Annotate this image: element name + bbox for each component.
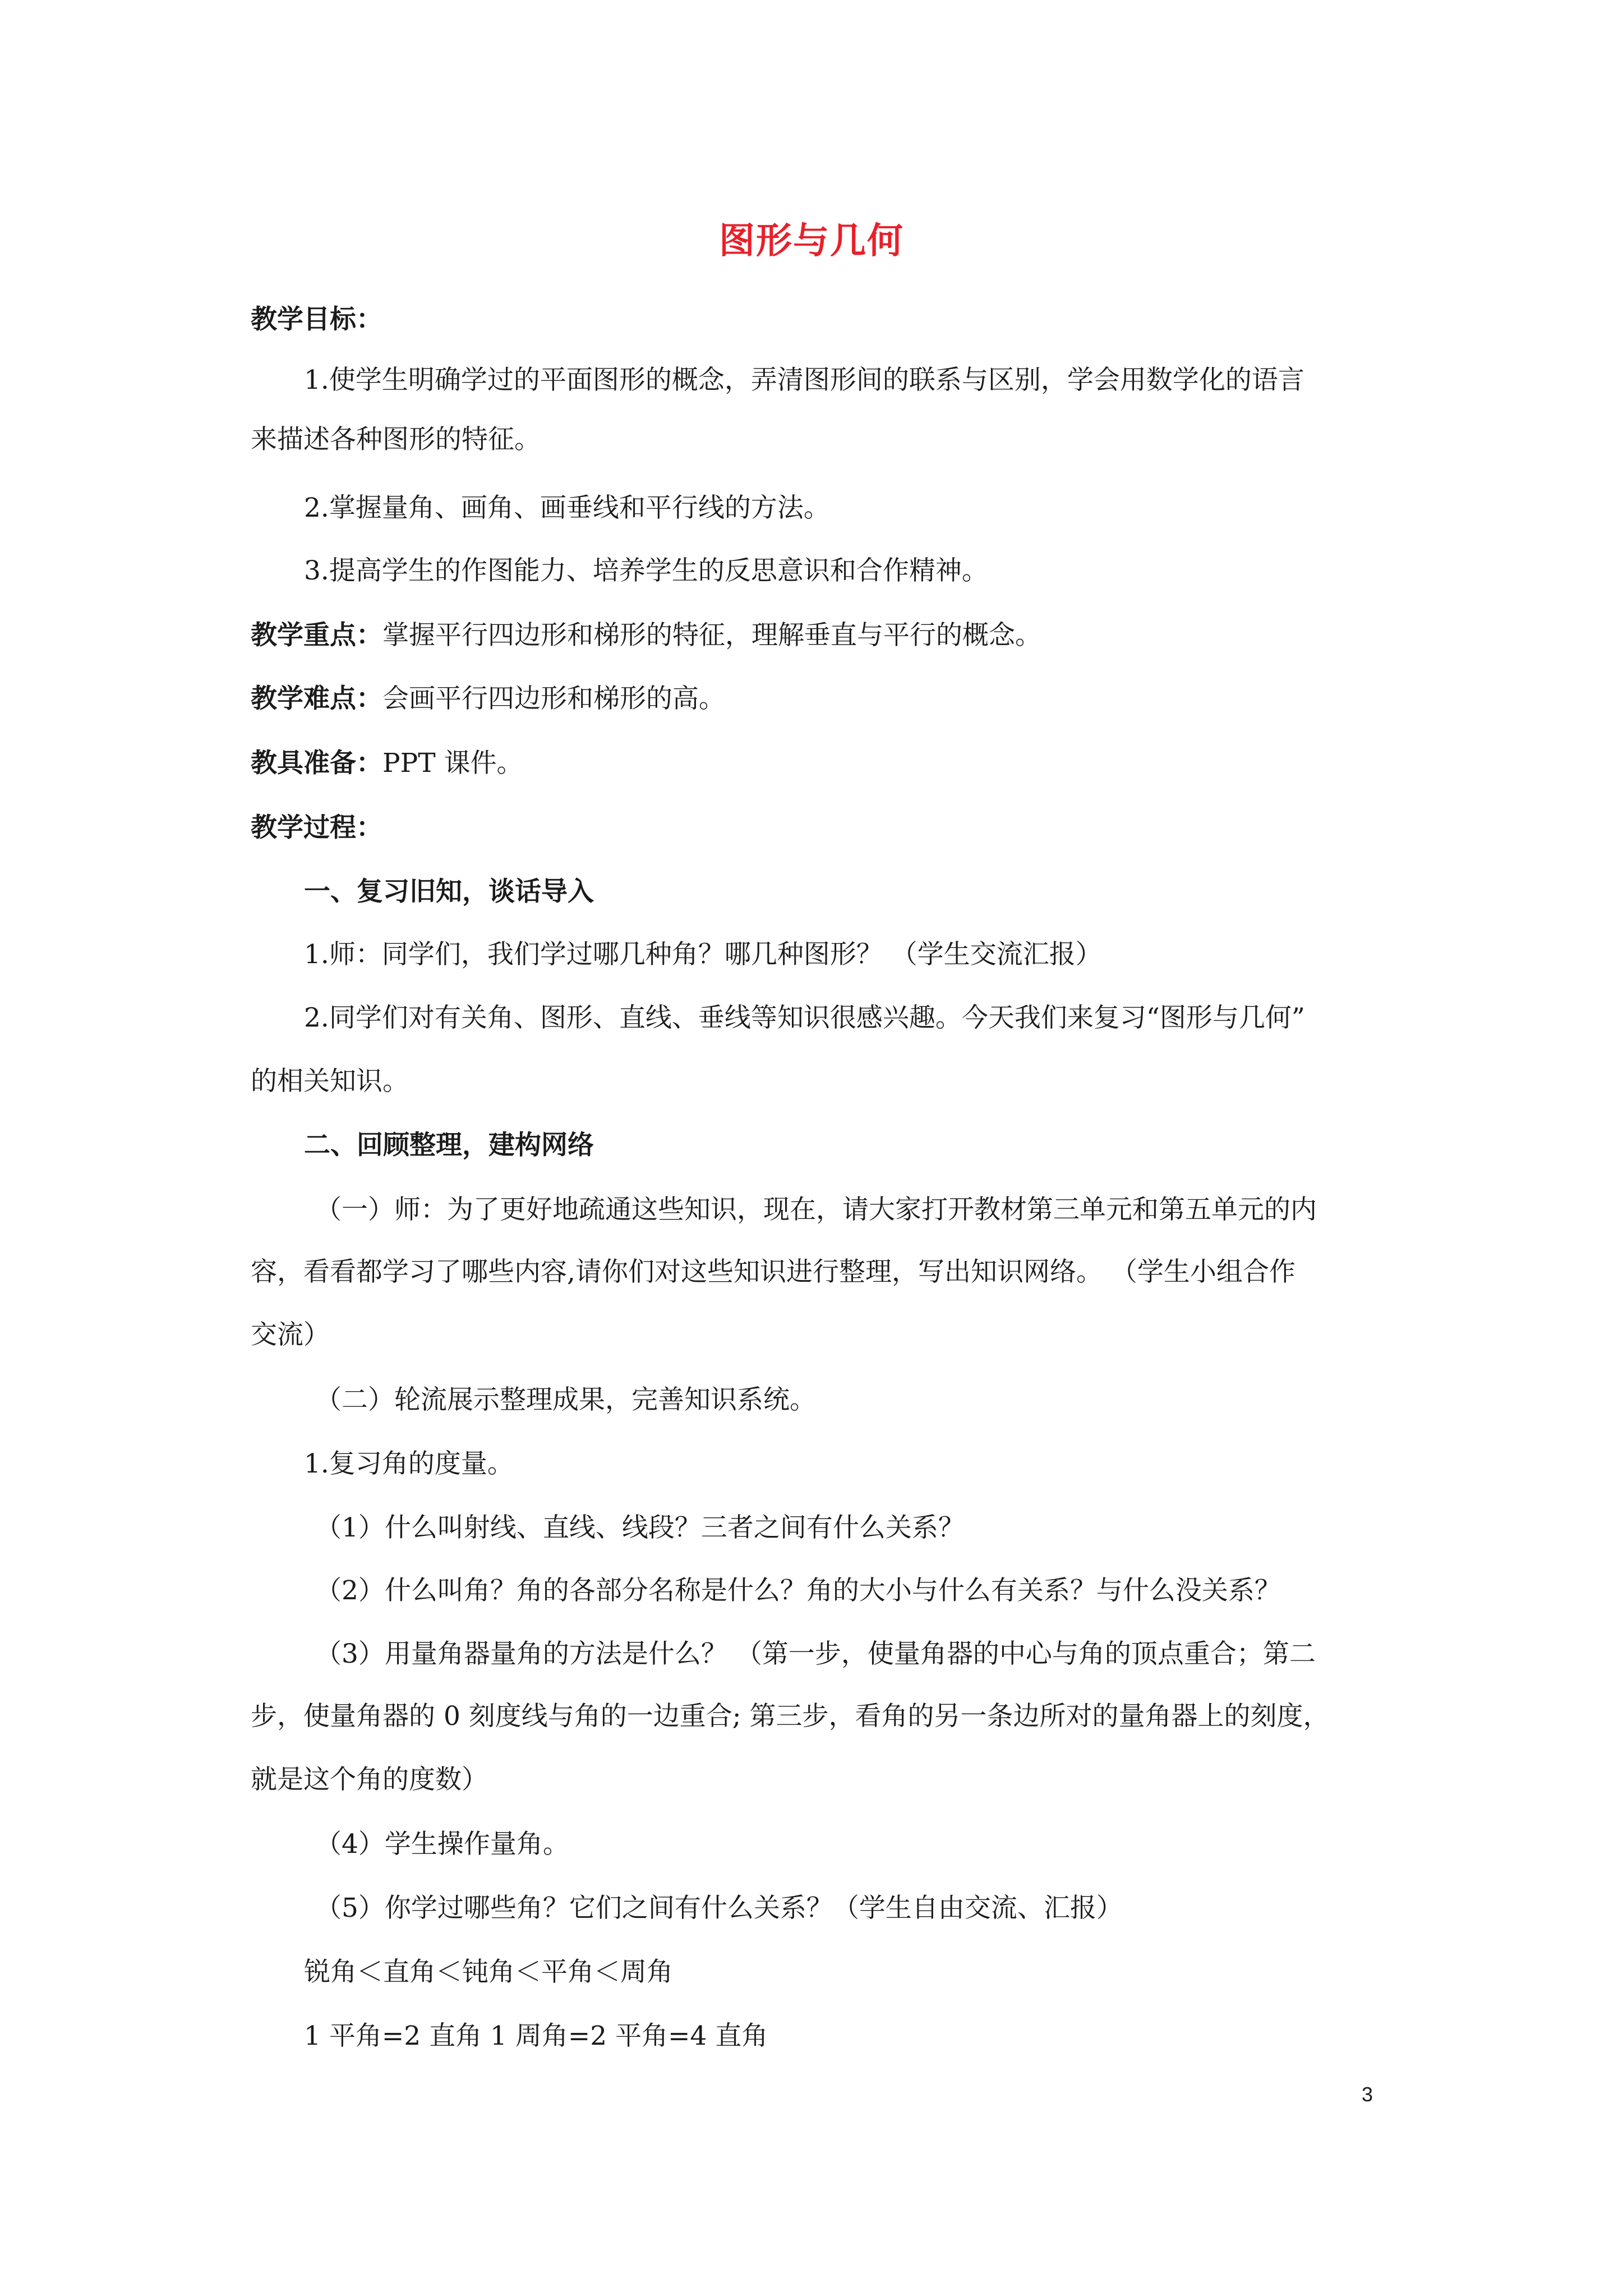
section2-line: 1.复习角的度量。: [304, 1448, 514, 1479]
section2-line: 步，使量角器的 0 刻度线与角的一边重合; 第三步，看角的另一条边所对的量角器上的刻度，: [251, 1701, 1330, 1732]
section2-line: 就是这个角的度数）: [251, 1764, 488, 1795]
materials-label: 教具准备：: [251, 748, 382, 779]
section2-heading: 二、回顾整理，建构网络: [304, 1130, 594, 1161]
section2-line: （二）轮流展示整理成果，完善知识系统。: [315, 1384, 816, 1415]
key-points: [251, 619, 1384, 652]
key-points-label: 教学重点：: [251, 620, 382, 651]
objective-line: 2.掌握量角、画角、画垂线和平行线的方法。: [304, 493, 830, 523]
section2-line: （2）什么叫角？角的各部分名称是什么？角的大小与什么有关系？与什么没关系？: [315, 1575, 1281, 1606]
objectives-heading: 教学目标：: [251, 304, 382, 335]
angle-order: 锐角＜直角＜钝角＜平角＜周角: [304, 1957, 673, 1987]
difficulties-label: 教学难点：: [251, 683, 382, 714]
section2-line: 容，看看都学习了哪些内容,请你们对这些知识进行整理，写出知识网络。 （学生小组合作: [251, 1257, 1295, 1287]
page-title: 图形与几何: [719, 220, 904, 262]
materials: [251, 747, 1384, 780]
section1-heading: 一、复习旧知，谈话导入: [304, 876, 594, 907]
key-points-text: 掌握平行四边形和梯形的特征，理解垂直与平行的概念。: [382, 620, 1041, 651]
section2-line: （一）师：为了更好地疏通这些知识，现在，请大家打开教材第三单元和第五单元的内: [315, 1194, 1317, 1225]
objective-line: 来描述各种图形的特征。: [251, 424, 541, 455]
objective-line: 1.使学生明确学过的平面图形的概念，弄清图形间的联系与区别，学会用数学化的语言: [304, 365, 1304, 395]
section2-line: （5）你学过哪些角？它们之间有什么关系？（学生自由交流、汇报）: [315, 1893, 1123, 1924]
page-number: 3: [1362, 2083, 1373, 2106]
section1-line: 1.师：同学们，我们学过哪几种角？哪几种图形？ （学生交流汇报）: [304, 939, 1102, 970]
difficulties: [251, 682, 1384, 716]
process-heading: 教学过程：: [251, 812, 382, 843]
section1-line: 2.同学们对有关角、图形、直线、垂线等知识很感兴趣。今天我们来复习“图形与几何”: [304, 1002, 1305, 1033]
section2-line: 交流）: [251, 1319, 330, 1350]
objective-line: 3.提高学生的作图能力、培养学生的反思意识和合作精神。: [304, 555, 988, 586]
section2-line: （3）用量角器量角的方法是什么？ （第一步，使量角器的中心与角的顶点重合；第二: [315, 1639, 1316, 1669]
difficulties-text: 会画平行四边形和梯形的高。: [382, 683, 725, 714]
section2-line: （4）学生操作量角。: [315, 1829, 569, 1860]
angle-relations: 1 平角=2 直角 1 周角=2 平角=4 直角: [304, 2021, 768, 2051]
section1-line: 的相关知识。: [251, 1066, 409, 1097]
section2-line: （1）什么叫射线、直线、线段？三者之间有什么关系？: [315, 1512, 965, 1543]
materials-text: PPT 课件。: [382, 748, 523, 779]
